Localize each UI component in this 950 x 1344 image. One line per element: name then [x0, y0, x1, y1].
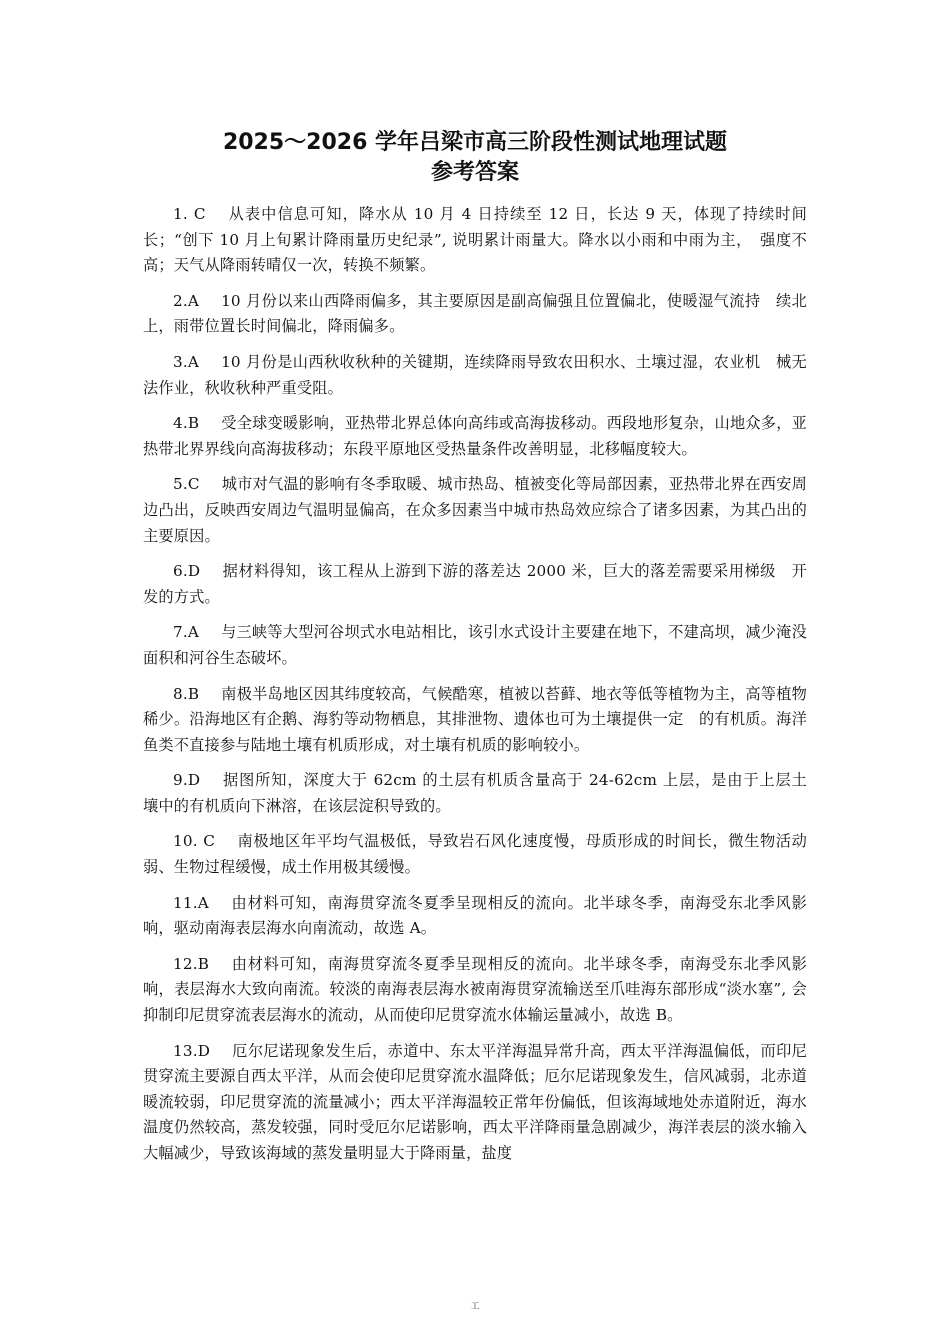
answer-item	[143, 829, 807, 880]
answer-text: 从表中信息可知，降水从 10 月 4 日持续至 12 日，长达 9 天，体现了持续时间 长；“创下 10 月上旬累计降雨量历史纪录”, 说明累计雨量大。降水以小雨和中雨为主， 强度不高；天气从降雨转晴仅一次，转换不频繁。	[143, 205, 823, 275]
answer-text: 10 月份是山西秋收秋种的关键期，连续降雨导致农田积水、土壤过湿，农业机 械无法作业，秋收秋种严重受阻。	[143, 352, 807, 397]
answer-number: 3.A	[173, 352, 200, 371]
answer-item	[143, 289, 807, 340]
answer-list	[143, 202, 823, 1167]
document-title: 2025～2026 学年吕梁市高三阶段性测试地理试题	[222, 130, 728, 155]
answer-number: 6.D	[173, 562, 201, 581]
answer-number: 1. C	[173, 205, 206, 223]
answer-item	[143, 202, 823, 279]
answer-text: 厄尔尼诺现象发生后，赤道中、东太平洋海温异常升高，西太平洋海温偏低，而印尼贯穿流主要源自西太平洋，从而会使印尼贯穿流水温降低；厄尔尼诺现象发生，信风减弱，北赤道暖流较弱，印尼贯穿流的流量减小；西太平洋海温较正常年份偏低，但该海域地处赤道附近，海水温度仍然较高，蒸发较强，同时受厄尔尼诺影响，西太平洋降雨量急剧减少，海洋表层的淡水输入大幅减少，导致该海域的蒸发量明显大于降雨量，盐度	[143, 1041, 807, 1162]
answer-number: 13.D	[173, 1041, 211, 1060]
answer-number: 10. C	[173, 832, 216, 851]
answer-item	[143, 472, 807, 549]
answer-item	[143, 411, 807, 462]
answer-text: 城市对气温的影响有冬季取暖、城市热岛、植被变化等局部因素，亚热带北界在西安周边凸出，反映西安周边气温明显偏高，在众多因素当中城市热岛效应综合了诸多因素，为其凸出的主要原因。	[143, 475, 807, 545]
answer-text: 南极半岛地区因其纬度较高，气候酷寒，植被以苔藓、地衣等低等植物为主，高等植物稀少。沿海地区有企鹅、海豹等动物栖息，其排泄物、遗体也可为土壤提供一定 的有机质。海洋鱼类不直接参与陆地土壤有机质形成，对土壤有机质的影响较小。	[143, 684, 807, 754]
answer-text: 南极地区年平均气温极低，导致岩石风化速度慢，母质形成的时间长，微生物活动弱、生物过程缓慢，成土作用极其缓慢。	[143, 832, 807, 877]
answer-number: 11.A	[173, 893, 209, 912]
answer-number: 2.A	[173, 291, 200, 310]
answer-item	[143, 350, 807, 401]
answer-text: 据图所知，深度大于 62cm 的土层有机质含量高于 24-62cm 上层，是由于上层土 壤中的有机质向下淋溶，在该层淀积导致的。	[143, 771, 823, 815]
answer-text: 受全球变暖影响，亚热带北界总体向高纬或高海拔移动。西段地形复杂，山地众多，亚热带北界界线向高海拔移动；东段平原地区受热量条件改善明显，北移幅度较大。	[143, 414, 807, 458]
answer-item	[143, 891, 807, 942]
answer-number: 4.B	[173, 414, 200, 433]
answer-text: 据材料得知，该工程从上游到下游的落差达 2000 米，巨大的落差需要采用梯级 开发的方式。	[143, 562, 807, 606]
answer-text: 由材料可知，南海贯穿流冬夏季呈现相反的流向。北半球冬季，南海受东北季风影响，驱动南海表层海水向南流动，故选 A。	[143, 893, 807, 938]
answer-item	[143, 1039, 807, 1167]
answer-item	[143, 620, 807, 671]
answer-number: 8.B	[173, 684, 200, 703]
answer-number: 9.D	[173, 771, 201, 790]
answer-item	[143, 768, 823, 819]
answer-text: 与三峡等大型河谷坝式水电站相比，该引水式设计主要建在地下，不建高坝，减少淹没面积和河谷生态破坏。	[143, 623, 807, 667]
page-footer-mark: 工	[470, 1302, 480, 1312]
answer-item	[143, 952, 807, 1029]
answer-text: 10 月份以来山西降雨偏多，其主要原因是副高偏强且位置偏北，使暖湿气流持 续北上，雨带位置长时间偏北，降雨偏多。	[143, 291, 807, 336]
answer-item	[143, 682, 807, 759]
document-subtitle: 参考答案	[430, 160, 519, 185]
answer-number: 7.A	[173, 623, 200, 642]
document-page	[143, 128, 823, 1177]
answer-text: 由材料可知，南海贯穿流冬夏季呈现相反的流向。北半球冬季，南海受东北季风影响，表层海水大致向南流。较淡的南海表层海水被南海贯穿流输送至爪哇海东部形成“淡水塞”, 会抑制印尼贯穿流表层海水的流动，从而使印尼贯穿流水体输运量减小，故选 B。	[143, 954, 807, 1025]
answer-number: 5.C	[173, 475, 200, 494]
answer-number: 12.B	[173, 954, 210, 973]
answer-item	[143, 559, 807, 610]
